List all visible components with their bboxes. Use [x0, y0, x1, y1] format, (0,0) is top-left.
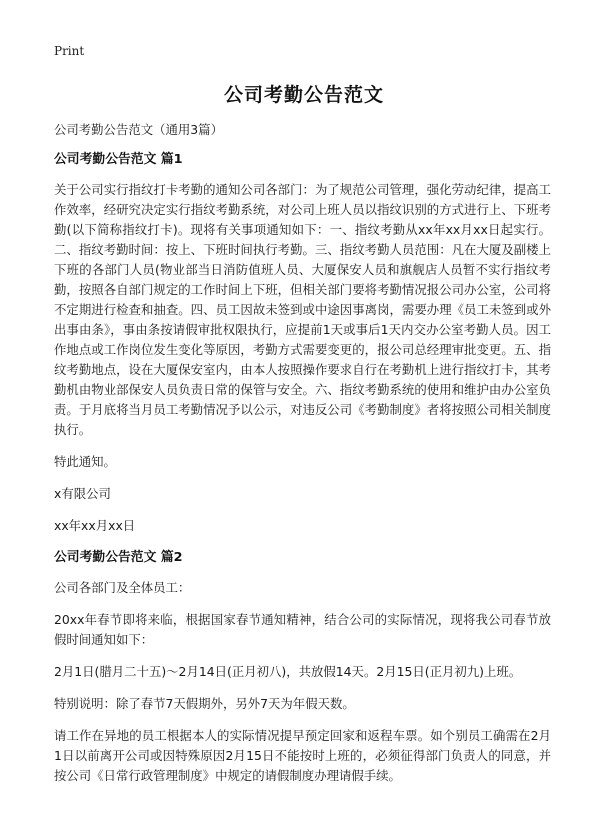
document-subtitle: 公司考勤公告范文（通用3篇）: [54, 122, 223, 137]
paragraph-date: xx年xx月xx日: [54, 518, 136, 533]
paragraph-travel-note: 请工作在异地的员工根据本人的实际情况提早预定回家和返程车票。如个别员工确需在2月1日以前离开公司或因特殊原因2月15日不能按时上班的，必须征得部门负责人的同意，并按公司《日常行政管理制度》中规定的请假制度办理请假手续。: [54, 728, 551, 783]
paragraph-salutation: 公司各部门及全体员工：: [54, 580, 191, 595]
paragraph-intro: 20xx年春节即将来临，根据国家春节通知精神，结合公司的实际情况，现将我公司春节放假时间通知如下：: [54, 612, 551, 647]
paragraph-closing: 特此通知。: [54, 454, 116, 469]
page-title: 公司考勤公告范文: [223, 84, 384, 106]
paragraph-notice-body: 关于公司实行指纹打卡考勤的通知公司各部门：为了规范公司管理，强化劳动纪律，提高工作效率，经研究决定实行指纹考勤系统，对公司上班人员以指纹识别的方式进行上、下班考勤(以下简称指纹打卡)。现将有关事项通知如下：一、指纹考勤从xx年xx月xx日起实行。二、指纹考勤时间：按上、下班时间执行考勤。三、指纹考勤人员范围：凡在大厦及副楼上下班的各部门人员(物业部当日消防值班人员、大厦保安人员和旗舰店人员暂不实行指纹考勤，按照各自部门规定的工作时间上下班，但相关部门要将考勤情况报公司办公室，公司将不定期进行检查和抽查。四、员工因故未签到或中途因事离岗，需要办理《员工未签到或外出事由条》，事由条按请假审批权限执行，应提前1天或事后1天内交办公室考勤人员。因工作地点或工作岗位发生变化等原因，考勤方式需要变更的，报公司总经理审批变更。五、指纹考勤地点，设在大厦保安室内，由本人按照操作要求自行在考勤机上进行指纹打卡，其考勤机由物业部保安人员负责日常的保管与安全。六、指纹考勤系统的使用和维护由办公室负责。于月底将当月员工考勤情况予以公示，对违反公司《考勤制度》者将按照公司相关制度执行。: [54, 182, 551, 437]
section-heading-1: 公司考勤公告范文 篇1: [54, 152, 183, 167]
paragraph-holiday-dates: 2月1日(腊月二十五)～2月14日(正月初八)，共放假14天。2月15日(正月初九)上班。: [54, 664, 522, 679]
document-page: [54, 0, 554, 828]
document-body: [54, 120, 551, 798]
section-heading-2: 公司考勤公告范文 篇2: [54, 550, 183, 565]
paragraph-special-note: 特别说明：除了春节7天假期外，另外7天为年假天数。: [54, 696, 355, 711]
print-link[interactable]: Print: [54, 44, 85, 58]
paragraph-company: x有限公司: [54, 486, 111, 501]
